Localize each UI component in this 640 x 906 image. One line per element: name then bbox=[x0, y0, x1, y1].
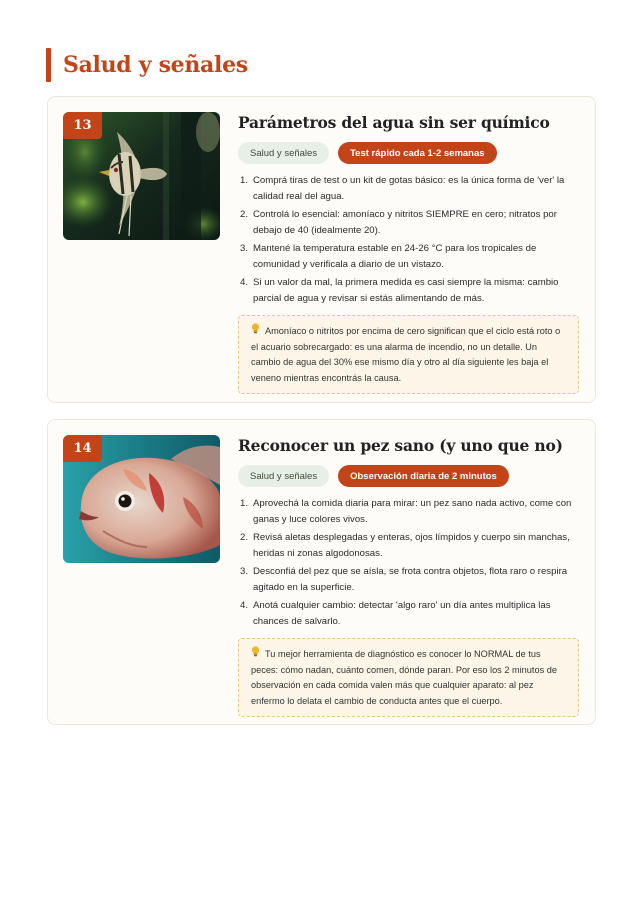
steps-list bbox=[238, 496, 579, 630]
step-text: Si un valor da mal, la primera medida es casi siempre la misma: cambio parcial de agua y revisar si estás alimentando de más. bbox=[253, 277, 559, 304]
list-item bbox=[238, 564, 579, 596]
tip-box bbox=[238, 638, 579, 717]
step-text: Mantené la temperatura estable en 24-26 °C para los tropicales de comunidad y verificala a diario de un vistazo. bbox=[253, 243, 537, 270]
card-content bbox=[238, 112, 579, 394]
lesson-number: 14 bbox=[63, 435, 102, 462]
step-text: Aprovechá la comida diaria para mirar: un pez sano nada activo, come con ganas y luce colores vivos. bbox=[253, 498, 572, 525]
step-number: 3. bbox=[240, 243, 249, 254]
list-item bbox=[238, 496, 579, 528]
list-item bbox=[238, 207, 579, 239]
list-item bbox=[238, 173, 579, 205]
lightbulb-icon bbox=[251, 646, 261, 663]
card-title: Reconocer un pez sano (y uno que no) bbox=[238, 436, 563, 455]
steps-list bbox=[238, 173, 579, 307]
tip-text: Tu mejor herramienta de diagnóstico es conocer lo NORMAL de tus peces: cómo nadan, cuánto comen, dónde paran. Por eso los 2 minutos de observación en cada comida valen más que cualquier aparato: al pez enfermo lo delata el cambio de conducta antes que el cuerpo. bbox=[251, 649, 557, 706]
section-accent-bar bbox=[46, 48, 51, 82]
tip-text: Amoníaco o nitritos por encima de cero significan que el ciclo está roto o el acuario sobrecargado: es una alarma de incendio, no un detalle. Un cambio de agua del 30% ese mismo día y otro al día siguiente les baja el veneno mientras encontrás la causa. bbox=[251, 326, 561, 383]
tip-box bbox=[238, 315, 579, 394]
step-number: 1. bbox=[240, 175, 249, 186]
step-number: 4. bbox=[240, 600, 249, 611]
step-number: 2. bbox=[240, 532, 249, 543]
tag-row bbox=[238, 465, 579, 487]
koi-fish-photo bbox=[63, 435, 220, 563]
tag-row bbox=[238, 142, 579, 164]
step-number: 2. bbox=[240, 209, 249, 220]
step-number: 3. bbox=[240, 566, 249, 577]
step-text: Controlá lo esencial: amoníaco y nitritos SIEMPRE en cero; nitratos por debajo de 40 (idealmente 20). bbox=[253, 209, 557, 236]
frequency-tag: Observación diaria de 2 minutos bbox=[338, 465, 509, 487]
step-text: Anotá cualquier cambio: detectar 'algo raro' un día antes multiplica las chances de salvarlo. bbox=[253, 600, 551, 627]
section-header bbox=[46, 48, 248, 82]
list-item bbox=[238, 598, 579, 630]
topic-tag: Salud y señales bbox=[238, 142, 329, 164]
list-item bbox=[238, 530, 579, 562]
card-content bbox=[238, 435, 579, 717]
section-title: Salud y señales bbox=[63, 52, 248, 78]
step-text: Revisá aletas desplegadas y enteras, ojos límpidos y cuerpo sin manchas, heridas ni zonas algodonosas. bbox=[253, 532, 570, 559]
list-item bbox=[238, 241, 579, 273]
step-text: Comprá tiras de test o un kit de gotas básico: es la única forma de 'ver' la calidad real del agua. bbox=[253, 175, 565, 202]
lightbulb-icon bbox=[251, 323, 261, 340]
lesson-card bbox=[47, 96, 596, 403]
list-item bbox=[238, 275, 579, 307]
lesson-card bbox=[47, 419, 596, 725]
step-number: 4. bbox=[240, 277, 249, 288]
step-text: Desconfiá del pez que se aísla, se frota contra objetos, flota raro o respira agitado en la superficie. bbox=[253, 566, 568, 593]
frequency-tag: Test rápido cada 1-2 semanas bbox=[338, 142, 496, 164]
angelfish-photo bbox=[63, 112, 220, 240]
card-title: Parámetros del agua sin ser químico bbox=[238, 113, 550, 132]
topic-tag: Salud y señales bbox=[238, 465, 329, 487]
step-number: 1. bbox=[240, 498, 249, 509]
lesson-number: 13 bbox=[63, 112, 102, 139]
